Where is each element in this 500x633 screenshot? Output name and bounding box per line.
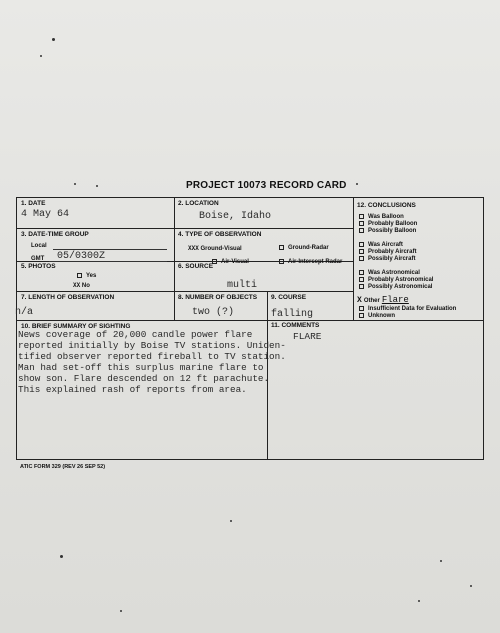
scan-speck — [96, 185, 98, 187]
location-label: 2. LOCATION — [178, 200, 219, 207]
scan-speck — [120, 610, 122, 612]
checkbox-icon — [359, 242, 364, 247]
form-number: ATIC FORM 329 (REV 26 SEP 52) — [20, 464, 106, 470]
scan-speck — [60, 555, 63, 558]
summary-line: reported initially by Boise TV stations. Uniden- — [18, 340, 286, 351]
conclusion-label: Possibly Astronomical — [368, 284, 433, 291]
air-intercept-radar-label: Air-Intercept Radar — [288, 259, 343, 266]
source-value: multi — [227, 280, 258, 291]
conclusion-other — [357, 297, 409, 305]
scan-speck — [356, 183, 358, 185]
date-value: 4 May 64 — [21, 209, 70, 220]
conclusion-possibly-astronomical — [359, 284, 432, 291]
checkbox-icon — [359, 277, 364, 282]
checkbox-icon — [359, 306, 364, 311]
brief-summary-text — [18, 329, 286, 395]
summary-line: tified observer reported fireball to TV station. — [18, 351, 286, 362]
scan-speck — [418, 600, 420, 602]
summary-line: show son. Flare descended on 12 ft parachute. — [18, 373, 270, 384]
checkbox-icon — [77, 273, 82, 278]
conclusions-label: 12. CONCLUSIONS — [357, 202, 416, 209]
date-label: 1. DATE — [21, 200, 46, 207]
date-time-group-label: 3. DATE-TIME GROUP — [21, 231, 89, 238]
ground-visual-option — [188, 245, 242, 252]
conclusion-label: Probably Balloon — [368, 221, 418, 228]
ground-radar-label: Ground-Radar — [288, 245, 329, 252]
course-value: falling — [271, 309, 314, 320]
conclusion-label: Other — [363, 298, 380, 304]
brief-summary-label: 10. BRIEF SUMMARY OF SIGHTING — [21, 323, 131, 330]
conclusion-label: Possibly Balloon — [368, 228, 417, 235]
comments-value: FLARE — [293, 331, 322, 342]
scan-speck — [230, 520, 232, 522]
checkbox-icon — [359, 256, 364, 261]
location-value: Boise, Idaho — [199, 211, 272, 222]
scan-speck — [52, 38, 55, 41]
type-of-observation-label: 4. TYPE OF OBSERVATION — [178, 231, 262, 238]
conclusion-label: Was Astronomical — [368, 270, 420, 277]
col-divider — [353, 198, 354, 320]
conclusion-label: Unknown — [368, 313, 395, 320]
row-divider — [17, 228, 353, 229]
row-divider — [17, 291, 353, 292]
other-value: Flare — [381, 295, 409, 305]
conclusion-label: Was Balloon — [368, 214, 404, 221]
air-visual-option — [212, 259, 249, 265]
ground-radar-option — [279, 245, 329, 251]
checkbox-icon — [279, 245, 284, 250]
conclusion-label: Was Aircraft — [368, 242, 403, 249]
air-intercept-radar-option — [279, 259, 342, 265]
checkbox-icon — [359, 221, 364, 226]
course-label: 9. COURSE — [271, 294, 307, 301]
checkbox-icon — [359, 313, 364, 318]
conclusion-label: Possibly Aircraft — [368, 256, 416, 263]
summary-line: Man had set-off this surplus marine flare to — [18, 362, 264, 373]
conclusion-possibly-balloon — [359, 228, 416, 235]
scan-speck — [440, 560, 442, 562]
checkbox-icon — [359, 228, 364, 233]
scan-speck — [470, 585, 472, 587]
air-visual-label: Air-Visual — [221, 259, 249, 266]
ground-visual-mark: XXX — [188, 245, 199, 252]
number-of-objects-value: two (?) — [192, 307, 235, 318]
conclusion-unknown — [359, 313, 395, 320]
photos-yes-label: Yes — [86, 273, 97, 280]
gmt-label: GMT — [31, 256, 45, 262]
summary-line: News coverage of 20,000 candle power flare — [18, 329, 253, 340]
record-card — [16, 197, 484, 460]
conclusion-label: Insufficient Data for Evaluation — [368, 306, 457, 313]
local-underline — [53, 249, 167, 250]
summary-line: This explained rash of reports from area. — [18, 384, 247, 395]
checkbox-icon — [359, 214, 364, 219]
conclusion-label: Probably Aircraft — [368, 249, 417, 256]
photos-no-option — [73, 282, 90, 289]
source-label: 6. SOURCE — [178, 263, 214, 270]
col-divider — [174, 198, 175, 320]
scan-speck — [40, 55, 42, 57]
number-of-objects-label: 8. NUMBER OF OBJECTS — [178, 294, 258, 301]
checkbox-icon — [279, 259, 284, 264]
conclusion-label: Probably Astronomical — [368, 277, 434, 284]
checked-mark: X — [357, 296, 362, 305]
ground-visual-label: Ground-Visual — [200, 246, 242, 252]
photos-yes-option — [77, 273, 96, 279]
gmt-value: 05/0300Z — [57, 251, 106, 262]
local-label: Local — [31, 243, 47, 249]
checkbox-icon — [359, 270, 364, 275]
card-title: PROJECT 10073 RECORD CARD — [186, 180, 347, 191]
checkbox-icon — [359, 249, 364, 254]
comments-label: 11. COMMENTS — [271, 322, 320, 329]
length-of-observation-label: 7. LENGTH OF OBSERVATION — [21, 294, 115, 301]
photos-label: 5. PHOTOS — [21, 263, 56, 270]
photos-no-mark: XX — [73, 282, 81, 289]
row-divider — [17, 320, 483, 321]
length-of-observation-value: n/a — [15, 307, 34, 318]
photos-no-label: No — [81, 283, 90, 289]
checkbox-icon — [359, 284, 364, 289]
conclusion-possibly-aircraft — [359, 256, 415, 263]
scan-speck — [74, 183, 76, 185]
